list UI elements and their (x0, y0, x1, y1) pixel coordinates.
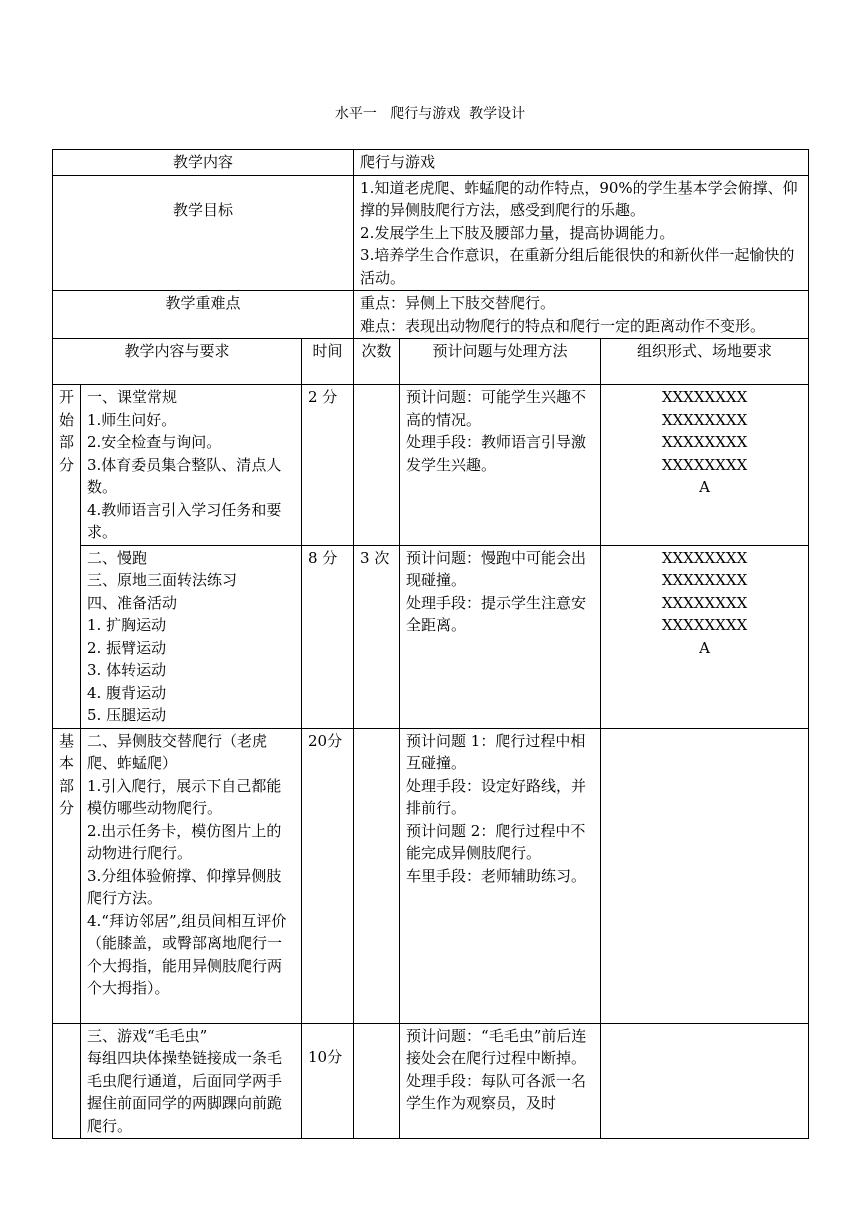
formation-line: XXXXXXXX (661, 388, 748, 406)
activity-formation (601, 1023, 809, 1139)
content-line: 2.出示任务卡，模仿图片上的动物进行爬行。 (87, 821, 282, 862)
content-line: 2.安全检查与询问。 (87, 433, 222, 451)
activity-content (81, 1023, 302, 1139)
content-value: 爬行与游戏 (354, 150, 809, 176)
section-start-label: 开始部分 (53, 385, 81, 729)
content-line: 三、原地三面转法练习 (87, 571, 238, 589)
content-line: 1. 扩胸运动 (87, 616, 167, 634)
keypoint-item: 难点：表现出动物爬行的特点和爬行一定的距离动作不变形。 (360, 316, 766, 335)
keypoints-content (354, 291, 809, 339)
keypoints-row (53, 291, 809, 339)
content-line: 4.“拜访邻居”,组员间相互评价（能膝盖，或臀部离地爬行一个大拇指，能用异侧肢爬行两个大拇指）。 (87, 911, 287, 997)
content-line: 4.教师语言引入学习任务和要求。 (87, 500, 282, 541)
formation-line: A (699, 478, 710, 496)
content-line: 4. 腹背运动 (87, 683, 167, 702)
header-count: 次数 (354, 339, 400, 385)
formation-line: XXXXXXXX (661, 616, 748, 634)
activity-problems (400, 1023, 601, 1139)
content-line: 二、异侧肢交替爬行（老虎爬、蚱蜢爬） (87, 731, 268, 772)
problem-line: 预计问题：可能学生兴趣不高的情况。 (406, 388, 587, 429)
formation-line: XXXXXXXX (661, 593, 748, 612)
problem-line: 处理手段：提示学生注意安全距离。 (406, 593, 587, 634)
content-line: 3.分组体验俯撑、仰撑异侧肢爬行方法。 (87, 866, 282, 907)
activity-row (53, 385, 809, 546)
problem-line: 预计问题：“毛毛虫”前后连接处会在爬行过程中断掉。 (406, 1026, 587, 1067)
activity-count: 3 次 (354, 545, 400, 728)
content-line: 1.引入爬行，展示下自己都能模仿哪些动物爬行。 (87, 776, 282, 817)
content-line: 三、游戏“毛毛虫” (87, 1026, 208, 1045)
problem-line: 车里手段：老师辅助练习。 (406, 866, 587, 885)
formation-line: A (699, 638, 710, 657)
problem-line: 处理手段：每队可各派一名学生作为观察员，及时 (406, 1071, 587, 1112)
goal-item: 1.知道老虎爬、蚱蜢爬的动作特点，90%的学生基本学会俯撑、仰撑的异侧肢爬行方法，感受到爬行的乐趣。 (360, 178, 798, 219)
section-basic-label: 基本部分 (53, 728, 81, 1023)
activity-count (354, 385, 400, 546)
activity-problems (400, 385, 601, 546)
problem-line: 处理手段：教师语言引导激发学生兴趣。 (406, 433, 587, 474)
activity-time: 20分 (302, 728, 354, 1023)
activity-time: 10分 (302, 1023, 354, 1139)
activity-content (81, 545, 302, 728)
problem-line: 预计问题 2：爬行过程中不能完成异侧肢爬行。 (406, 821, 586, 862)
content-label: 教学内容 (53, 150, 354, 176)
header-content-req: 教学内容与要求 (53, 339, 302, 385)
activity-content (81, 728, 302, 1023)
content-line: 3.体育委员集合整队、清点人数。 (87, 455, 282, 496)
problem-line: 预计问题：慢跑中可能会出现碰撞。 (406, 548, 587, 589)
content-line: 二、慢跑 (87, 548, 148, 567)
activity-row (53, 728, 809, 1023)
lesson-plan-table (52, 149, 809, 1139)
formation-line: XXXXXXXX (661, 433, 748, 451)
activity-formation (601, 728, 809, 1023)
goals-row (53, 175, 809, 291)
activity-time: 2 分 (302, 385, 354, 546)
activity-row (53, 1023, 809, 1139)
content-line: 每组四块体操垫链接成一条毛毛虫爬行通道，后面同学两手握住前面同学的两脚踝向前跪爬行。 (87, 1049, 283, 1135)
activity-time: 8 分 (302, 545, 354, 728)
content-line: 四、准备活动 (87, 593, 178, 612)
content-line: 2. 振臂运动 (87, 638, 167, 657)
keypoints-label: 教学重难点 (53, 291, 354, 339)
goal-item: 2.发展学生上下肢及腰部力量，提高协调能力。 (360, 223, 675, 242)
problem-line: 预计问题 1：爬行过程中相互碰撞。 (406, 731, 586, 772)
activity-row (53, 545, 809, 728)
content-line: 3. 体转运动 (87, 661, 167, 679)
activity-formation (601, 385, 809, 546)
section-empty (53, 1023, 81, 1139)
content-row (53, 150, 809, 176)
activity-formation (601, 545, 809, 728)
column-header-row (53, 339, 809, 385)
activity-problems (400, 728, 601, 1023)
formation-line: XXXXXXXX (661, 548, 748, 567)
activity-problems (400, 545, 601, 728)
goals-label: 教学目标 (53, 175, 354, 291)
page-title: 水平一 爬行与游戏 教学设计 (334, 106, 526, 122)
activity-content (81, 385, 302, 546)
content-line: 5. 压腿运动 (87, 706, 167, 724)
activity-count (354, 1023, 400, 1139)
formation-line: XXXXXXXX (661, 455, 748, 474)
content-line: 1.师生问好。 (87, 410, 177, 429)
content-line: 一、课堂常规 (87, 388, 178, 406)
problem-line: 处理手段：设定好路线，并排前行。 (406, 776, 587, 817)
goals-content (354, 175, 809, 291)
formation-line: XXXXXXXX (661, 410, 748, 429)
header-problems: 预计问题与处理方法 (400, 339, 601, 385)
keypoint-item: 重点：异侧上下肢交替爬行。 (360, 294, 556, 312)
goal-item: 3.培养学生合作意识，在重新分组后能很快的和新伙伴一起愉快的活动。 (360, 246, 795, 287)
formation-line: XXXXXXXX (661, 571, 748, 589)
header-organization: 组织形式、场地要求 (601, 339, 809, 385)
header-time: 时间 (302, 339, 354, 385)
activity-count (354, 728, 400, 1023)
